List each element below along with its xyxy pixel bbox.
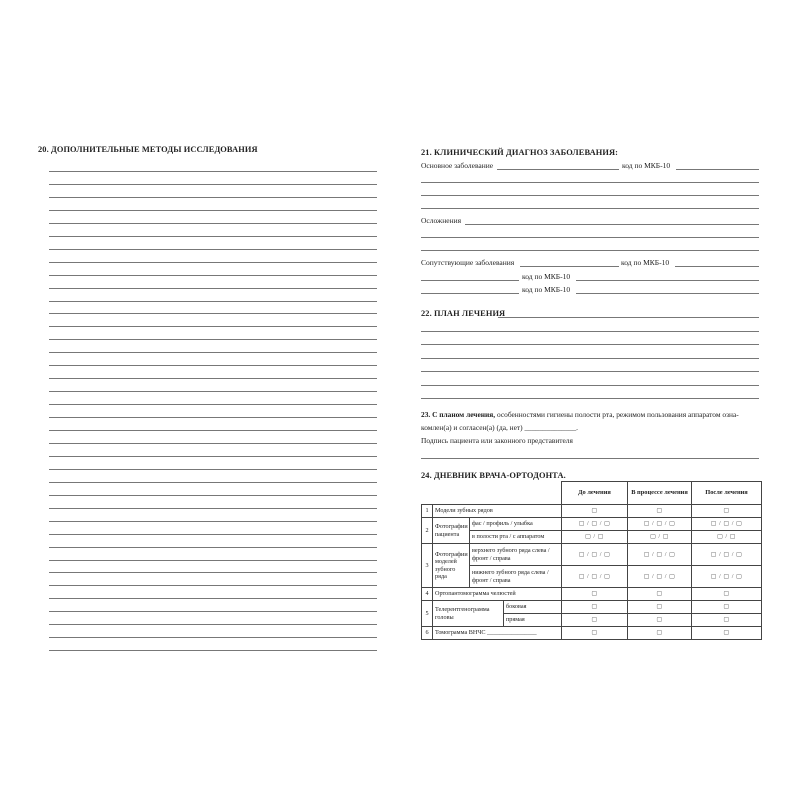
ruled-line[interactable] bbox=[49, 210, 377, 211]
section-23-text: особенностями гигиены полости рта, режимом пользования аппаратом озна- bbox=[495, 410, 739, 419]
ruled-line[interactable] bbox=[49, 326, 377, 327]
row-label-teleroentgenogram: Телерентгенограмма головы bbox=[433, 601, 504, 627]
ruled-line[interactable] bbox=[49, 171, 377, 172]
checkbox[interactable]: ▢ bbox=[562, 588, 628, 601]
section-23-line-1 bbox=[421, 410, 739, 419]
table-row bbox=[422, 518, 762, 531]
ruled-line[interactable] bbox=[49, 288, 377, 289]
ruled-line[interactable] bbox=[49, 197, 377, 198]
checkbox[interactable]: ▢ bbox=[628, 627, 692, 640]
signature-label: Подпись пациента или законного представителя bbox=[421, 436, 573, 445]
main-disease-line[interactable] bbox=[421, 195, 759, 196]
ruled-line[interactable] bbox=[49, 456, 377, 457]
table-header-row bbox=[422, 482, 762, 505]
ruled-line[interactable] bbox=[49, 482, 377, 483]
ruled-line[interactable] bbox=[49, 469, 377, 470]
row-sublabel: боковая bbox=[504, 601, 562, 614]
checkbox[interactable]: ▢ bbox=[562, 627, 628, 640]
col-before-treatment: До лечения bbox=[562, 482, 628, 505]
ruled-line[interactable] bbox=[49, 404, 377, 405]
table-row bbox=[422, 544, 762, 566]
treatment-plan-line[interactable] bbox=[421, 398, 759, 399]
concomitant-label: Сопутствующие заболевания bbox=[421, 258, 515, 267]
concomitant-mkb-field[interactable] bbox=[576, 293, 759, 294]
treatment-plan-line[interactable] bbox=[421, 358, 759, 359]
checkbox[interactable]: ▢ bbox=[562, 601, 628, 614]
main-disease-line[interactable] bbox=[421, 182, 759, 183]
ruled-line[interactable] bbox=[49, 352, 377, 353]
concomitant-mkb-label: код по МКБ-10 bbox=[621, 258, 670, 267]
section-21-title: 21. КЛИНИЧЕСКИЙ ДИАГНОЗ ЗАБОЛЕВАНИЯ: bbox=[421, 148, 619, 157]
checkbox[interactable]: ▢ bbox=[628, 614, 692, 627]
concomitant-field[interactable] bbox=[520, 266, 619, 267]
row-number: 1 bbox=[422, 505, 433, 518]
ruled-line[interactable] bbox=[49, 365, 377, 366]
concomitant-line[interactable] bbox=[421, 293, 519, 294]
ruled-line[interactable] bbox=[49, 417, 377, 418]
checkbox-group[interactable]: ▢ / ▢ / ▢ bbox=[692, 518, 762, 531]
treatment-plan-line[interactable] bbox=[421, 344, 759, 345]
checkbox[interactable]: ▢ bbox=[692, 588, 762, 601]
treatment-plan-line[interactable] bbox=[421, 371, 759, 372]
concomitant-line[interactable] bbox=[421, 280, 519, 281]
row-number: 6 bbox=[422, 627, 433, 640]
complications-line[interactable] bbox=[421, 250, 759, 251]
ruled-line[interactable] bbox=[49, 236, 377, 237]
orthodontist-diary-table bbox=[421, 481, 762, 640]
ruled-line[interactable] bbox=[49, 262, 377, 263]
ruled-line[interactable] bbox=[49, 313, 377, 314]
ruled-line[interactable] bbox=[49, 560, 377, 561]
row-sublabel: верхнего зубного ряда слева / фронт / справа bbox=[470, 544, 562, 566]
checkbox[interactable]: ▢ bbox=[692, 614, 762, 627]
table-row bbox=[422, 566, 762, 588]
checkbox[interactable]: ▢ bbox=[692, 505, 762, 518]
table-row bbox=[422, 627, 762, 640]
table-row bbox=[422, 601, 762, 614]
checkbox[interactable]: ▢ bbox=[628, 505, 692, 518]
checkbox[interactable]: ▢ bbox=[628, 588, 692, 601]
ruled-line[interactable] bbox=[49, 624, 377, 625]
col-after-treatment: После лечения bbox=[692, 482, 762, 505]
section-23-line-2: комлен(а) и согласен(а) (да, нет) ______________. bbox=[421, 423, 579, 432]
section-20-title: 20. ДОПОЛНИТЕЛЬНЫЕ МЕТОДЫ ИССЛЕДОВАНИЯ bbox=[38, 145, 258, 154]
complications-field[interactable] bbox=[465, 224, 759, 225]
section-22-title: 22. ПЛАН ЛЕЧЕНИЯ bbox=[421, 309, 506, 318]
table-row bbox=[422, 505, 762, 518]
signature-line[interactable] bbox=[421, 458, 759, 459]
checkbox-group[interactable]: ▢ / ▢ / ▢ bbox=[562, 566, 628, 588]
main-disease-label: Основное заболевание bbox=[421, 161, 494, 170]
ruled-line[interactable] bbox=[49, 275, 377, 276]
section-24-title: 24. ДНЕВНИК ВРАЧА-ОРТОДОНТА. bbox=[421, 471, 566, 480]
row-number: 5 bbox=[422, 601, 433, 627]
header-blank bbox=[422, 482, 562, 505]
ruled-line[interactable] bbox=[49, 611, 377, 612]
row-sublabel: фас / профиль / улыбка bbox=[470, 518, 562, 531]
checkbox[interactable]: ▢ bbox=[692, 627, 762, 640]
ruled-line[interactable] bbox=[49, 430, 377, 431]
row-number: 3 bbox=[422, 544, 433, 588]
treatment-plan-line[interactable] bbox=[421, 331, 759, 332]
ruled-line[interactable] bbox=[49, 339, 377, 340]
complications-line[interactable] bbox=[421, 237, 759, 238]
main-disease-line[interactable] bbox=[421, 208, 759, 209]
checkbox-group[interactable]: ▢ / ▢ / ▢ bbox=[692, 566, 762, 588]
checkbox[interactable]: ▢ bbox=[628, 601, 692, 614]
ruled-line[interactable] bbox=[49, 443, 377, 444]
ruled-line[interactable] bbox=[49, 508, 377, 509]
concomitant-mkb-field[interactable] bbox=[576, 280, 759, 281]
row-sublabel: прямая bbox=[504, 614, 562, 627]
checkbox-group[interactable]: ▢ / ▢ bbox=[628, 531, 692, 544]
ruled-line[interactable] bbox=[49, 495, 377, 496]
col-during-treatment: В процессе лечения bbox=[628, 482, 692, 505]
checkbox-group[interactable]: ▢ / ▢ bbox=[562, 531, 628, 544]
checkbox-group[interactable]: ▢ / ▢ / ▢ bbox=[628, 518, 692, 531]
checkbox[interactable]: ▢ bbox=[562, 614, 628, 627]
checkbox-group[interactable]: ▢ / ▢ bbox=[692, 531, 762, 544]
ruled-line[interactable] bbox=[49, 650, 377, 651]
concomitant-mkb-field[interactable] bbox=[675, 266, 759, 267]
right-page bbox=[400, 0, 800, 800]
row-sublabel: нижнего зубного ряда слева / фронт / справа bbox=[470, 566, 562, 588]
main-disease-field[interactable] bbox=[497, 169, 619, 170]
treatment-plan-field[interactable] bbox=[498, 317, 759, 318]
checkbox-group[interactable]: ▢ / ▢ / ▢ bbox=[562, 518, 628, 531]
ruled-line[interactable] bbox=[49, 391, 377, 392]
checkbox[interactable]: ▢ bbox=[562, 505, 628, 518]
treatment-plan-line[interactable] bbox=[421, 385, 759, 386]
checkbox[interactable]: ▢ bbox=[692, 601, 762, 614]
ruled-line[interactable] bbox=[49, 249, 377, 250]
table-row bbox=[422, 588, 762, 601]
row-sublabel: в полости рта / с аппаратом bbox=[470, 531, 562, 544]
ruled-line[interactable] bbox=[49, 301, 377, 302]
ruled-line[interactable] bbox=[49, 534, 377, 535]
ruled-line[interactable] bbox=[49, 572, 377, 573]
checkbox-group[interactable]: ▢ / ▢ / ▢ bbox=[628, 566, 692, 588]
concomitant-mkb-label: код по МКБ-10 bbox=[522, 285, 571, 294]
ruled-line[interactable] bbox=[49, 547, 377, 548]
complications-label: Осложнения bbox=[421, 216, 462, 225]
ruled-line[interactable] bbox=[49, 223, 377, 224]
row-label-orthopantomogram: Ортопантомограмма челюстей bbox=[433, 588, 562, 601]
checkbox-group[interactable]: ▢ / ▢ / ▢ bbox=[692, 544, 762, 566]
ruled-line[interactable] bbox=[49, 184, 377, 185]
checkbox-group[interactable]: ▢ / ▢ / ▢ bbox=[628, 544, 692, 566]
row-number: 2 bbox=[422, 518, 433, 544]
ruled-line[interactable] bbox=[49, 378, 377, 379]
row-label-dental-models: Модели зубных рядов bbox=[433, 505, 562, 518]
main-disease-mkb-field[interactable] bbox=[676, 169, 759, 170]
row-label-model-photos: Фотографии моделей зубного ряда bbox=[433, 544, 470, 588]
ruled-line[interactable] bbox=[49, 637, 377, 638]
row-label-tmj-tomogram: Томограмма ВНЧС ________________ bbox=[433, 627, 562, 640]
concomitant-mkb-label: код по МКБ-10 bbox=[522, 272, 571, 281]
ruled-line[interactable] bbox=[49, 598, 377, 599]
checkbox-group[interactable]: ▢ / ▢ / ▢ bbox=[562, 544, 628, 566]
ruled-line[interactable] bbox=[49, 521, 377, 522]
row-number: 4 bbox=[422, 588, 433, 601]
row-label-patient-photos: Фотографии пациента bbox=[433, 518, 470, 544]
ruled-line[interactable] bbox=[49, 585, 377, 586]
main-disease-mkb-label: код по МКБ-10 bbox=[622, 161, 671, 170]
table-row bbox=[422, 531, 762, 544]
section-23-bold: 23. С планом лечения, bbox=[421, 410, 496, 419]
